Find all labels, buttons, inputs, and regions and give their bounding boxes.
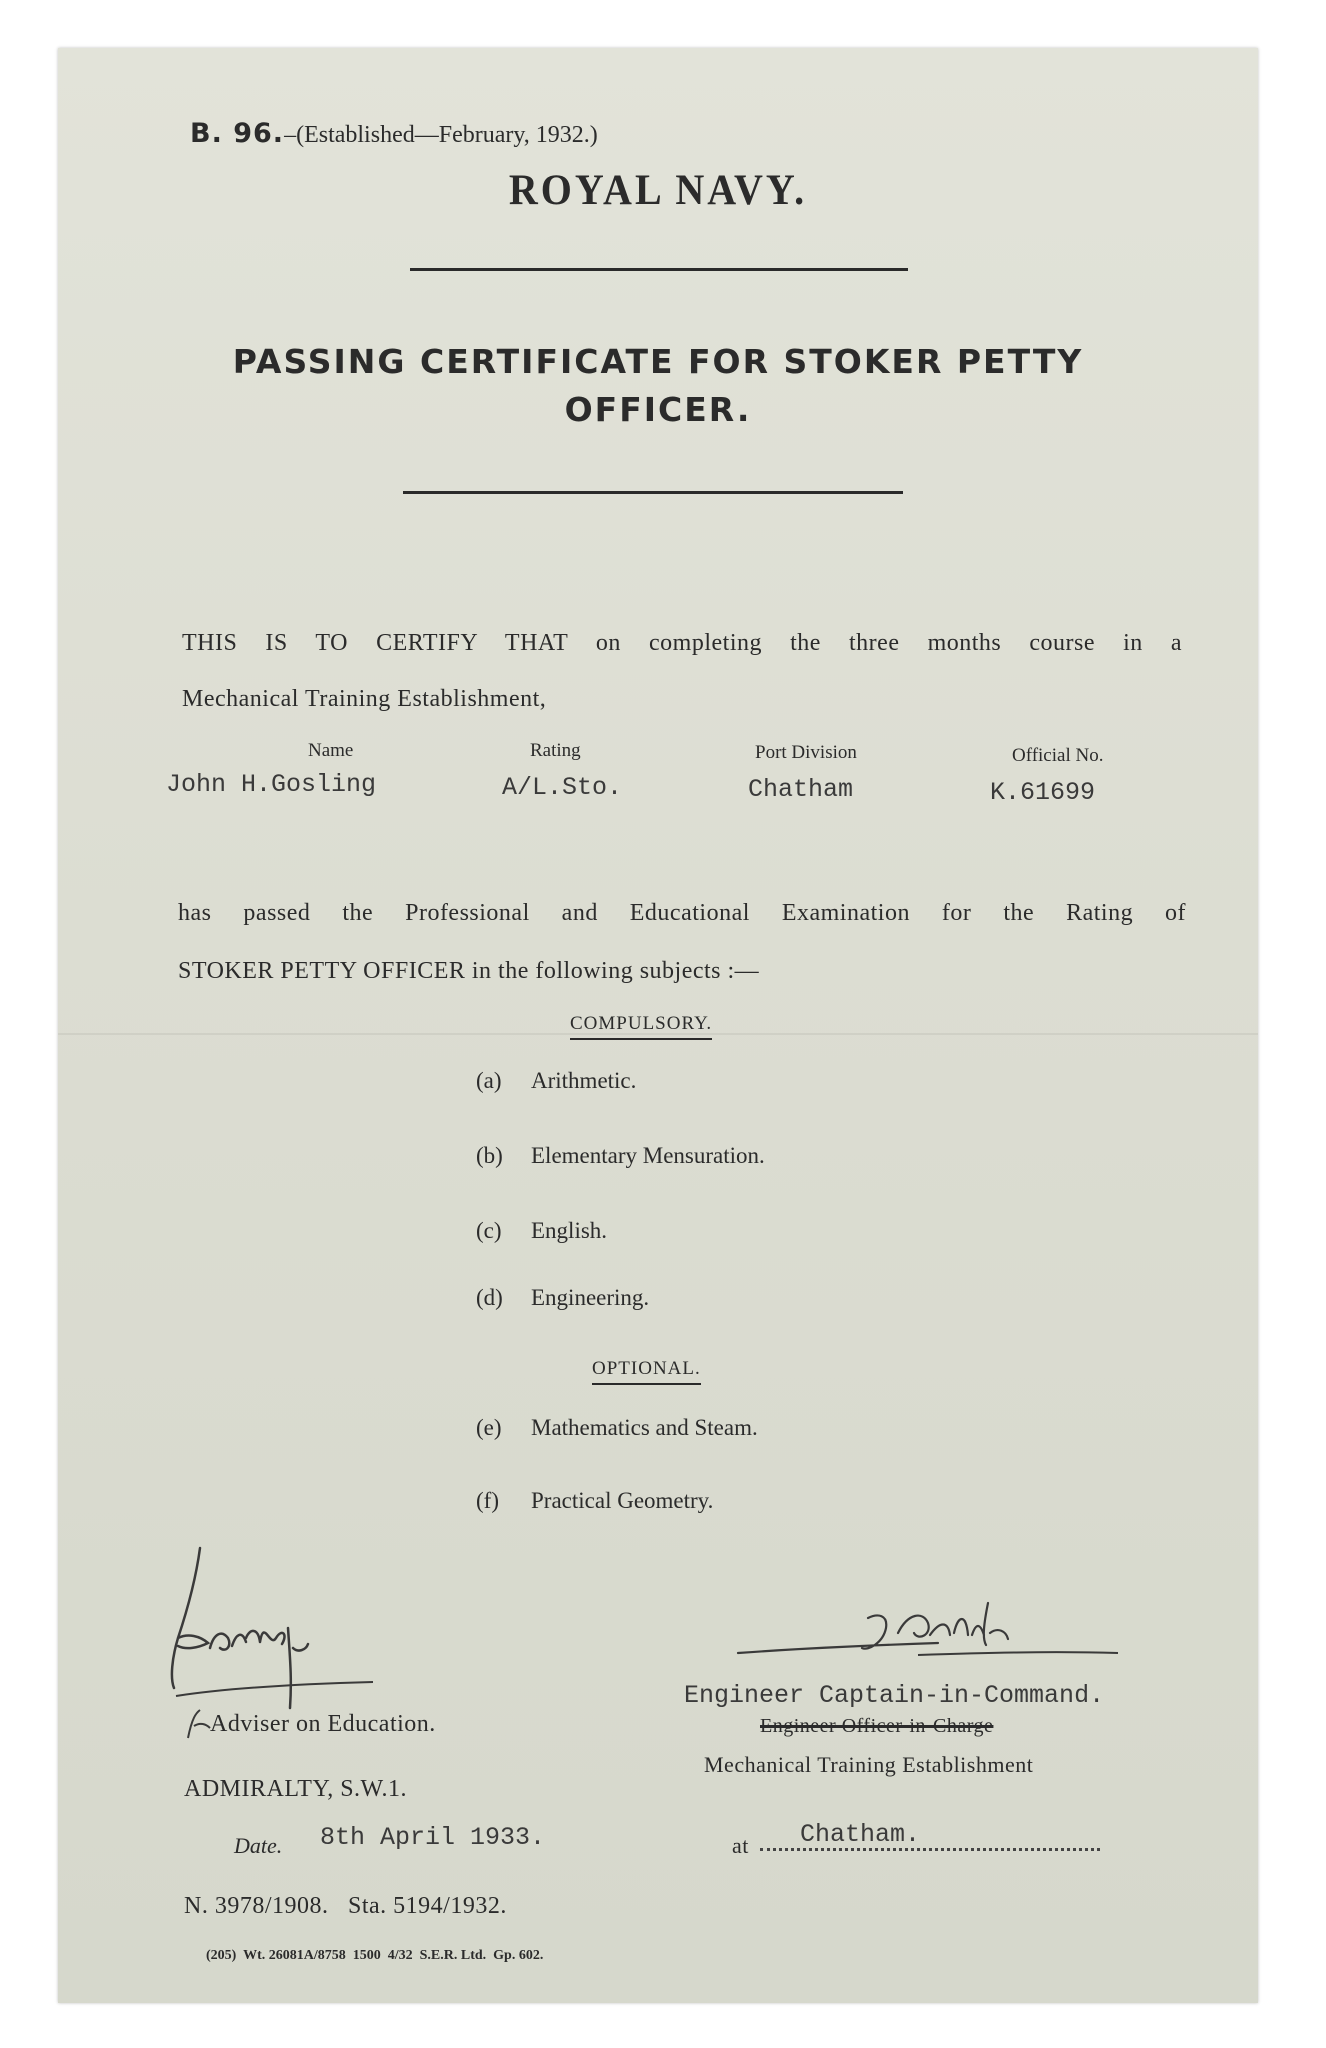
certificate-title: PASSING CERTIFICATE FOR STOKER PETTY OFFICER.	[232, 342, 1084, 429]
passed-line-1: has passed the Professional and Educational Examination for the Rating of	[178, 900, 1186, 926]
subject-letter: (a)	[476, 1068, 502, 1093]
print-line: (205) Wt. 26081A/8758 1500 4/32 S.E.R. Ltd. Gp. 602.	[206, 1948, 544, 1963]
subject-letter: (c)	[476, 1218, 502, 1243]
established-date: –(Established—February, 1932.)	[284, 122, 598, 148]
subject-item	[476, 1068, 636, 1094]
at-label: at	[732, 1833, 749, 1858]
rating-value: A/L.Sto.	[502, 773, 623, 802]
engineer-captain-role: Engineer Captain-in-Command.	[684, 1681, 1105, 1710]
subject-letter: (d)	[476, 1285, 503, 1310]
engineer-captain-signature	[718, 1593, 1128, 1683]
date-value: 8th April 1933.	[320, 1823, 546, 1852]
intro-line-2: Mechanical Training Establishment,	[182, 686, 547, 712]
port-division-label: Port Division	[755, 742, 857, 763]
intro-line-1: THIS IS TO CERTIFY THAT on completing the three months course in a	[182, 630, 1182, 656]
service-title: ROYAL NAVY.	[508, 165, 808, 214]
form-number: B. 96.	[190, 118, 285, 149]
rating-label: Rating	[530, 740, 581, 761]
subject-text: Practical Geometry.	[531, 1488, 714, 1513]
name-label: Name	[308, 740, 354, 761]
admiralty-office: ADMIRALTY, S.W.1.	[184, 1776, 407, 1802]
subject-item	[476, 1488, 713, 1514]
subject-item	[476, 1415, 758, 1441]
subject-text: English.	[531, 1218, 608, 1243]
name-value: John H.Gosling	[166, 770, 377, 799]
subject-item	[476, 1143, 765, 1169]
official-number-value: K.61699	[990, 778, 1096, 807]
subject-item	[476, 1285, 649, 1311]
compulsory-heading: COMPULSORY.	[570, 1013, 712, 1040]
official-number-label: Official No.	[1012, 745, 1104, 766]
subject-letter: (f)	[476, 1488, 499, 1513]
port-division-value: Chatham	[748, 775, 854, 804]
certificate-paper	[58, 48, 1258, 2003]
subject-item	[476, 1218, 607, 1244]
reference-numbers: N. 3978/1908. Sta. 5194/1932.	[184, 1893, 507, 1919]
form-reference	[190, 118, 598, 149]
title-rule-bottom	[403, 491, 903, 494]
date-label: Date.	[234, 1833, 283, 1858]
subject-text: Engineering.	[531, 1285, 650, 1310]
subject-text: Elementary Mensuration.	[531, 1143, 765, 1168]
struck-role: Engineer Officer-in-Charge	[760, 1715, 994, 1737]
establishment-line: Mechanical Training Establishment	[704, 1752, 1034, 1777]
at-value: Chatham.	[800, 1820, 921, 1849]
subject-letter: (e)	[476, 1415, 502, 1440]
title-rule-top	[410, 268, 908, 271]
adviser-role: Adviser on Education.	[210, 1711, 436, 1737]
subject-text: Mathematics and Steam.	[531, 1415, 758, 1440]
subject-letter: (b)	[476, 1143, 503, 1168]
passed-line-2: STOKER PETTY OFFICER in the following subjects :—	[178, 958, 760, 984]
optional-heading: OPTIONAL.	[592, 1358, 701, 1385]
subject-text: Arithmetic.	[531, 1068, 637, 1093]
